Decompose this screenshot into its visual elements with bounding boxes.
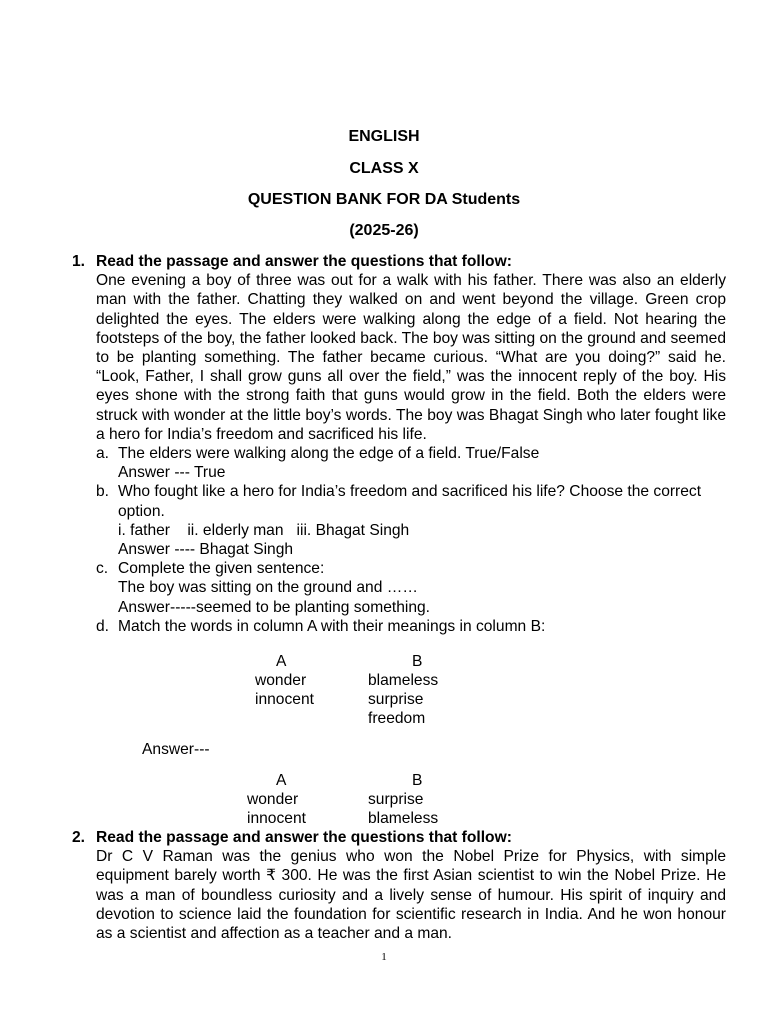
sub-question-text: Complete the given sentence: xyxy=(118,560,325,578)
page-number: 1 xyxy=(381,951,387,963)
column-b-item: blameless xyxy=(368,672,439,689)
answer-column-b-header: B xyxy=(412,772,423,789)
sub-question-text: The elders were walking along the edge of a field. True/False xyxy=(118,445,540,463)
answer-text: Answer-----seemed to be planting something. xyxy=(118,598,431,616)
question-2 xyxy=(72,828,726,943)
answer-label: Answer--- xyxy=(142,741,210,758)
column-a-item: wonder xyxy=(255,672,307,689)
column-b-header: B xyxy=(412,653,423,670)
column-a-header: A xyxy=(276,653,287,670)
column-b-item: surprise xyxy=(368,691,424,708)
sub-question-text: Who fought like a hero for India’s freedom and sacrificed his life? Choose the correct option. xyxy=(118,483,702,520)
sub-question-c xyxy=(96,559,726,578)
question-title: Read the passage and answer the questions that follow: xyxy=(96,253,512,270)
document-title: QUESTION BANK FOR DA Students xyxy=(247,191,521,208)
sub-question-b xyxy=(96,482,726,520)
sub-question-label: a. xyxy=(96,445,110,463)
question-1 xyxy=(72,252,726,636)
sub-question-label: c. xyxy=(96,560,109,578)
passage: One evening a boy of three was out for a walk with his father. There was also an elderly man with the father. Chatting they walked on and went beyond the village. Green crop delighted the eyes. The elders were walking along the edge of a field. Not hearing the footsteps of the boy, the father looked back. The boy was sitting on the ground and seemed to be planting something. The father became curious. “What are you doing?” said he. “Look, Father, I shall grow guns all over the field,” was the innocent reply of the boy. His eyes shone with the strong faith that guns would grow in the field. Both the elders were struck with wonder at the little boy’s words. The boy was Bhagat Singh who later fought like a hero for India’s freedom and sacrificed his life. xyxy=(96,272,726,443)
sub-question-a xyxy=(96,444,726,463)
answer-column-a-item: innocent xyxy=(247,810,306,827)
sub-question-label: d. xyxy=(96,617,110,635)
answer-options: i. father ii. elderly man iii. Bhagat Singh xyxy=(118,521,410,539)
sentence-to-complete: The boy was sitting on the ground and …… xyxy=(118,579,418,597)
answer-column-a-item: wonder xyxy=(247,791,299,808)
sub-question-d xyxy=(96,617,726,636)
answer-text: Answer ---- Bhagat Singh xyxy=(118,541,294,559)
sub-question-label: b. xyxy=(96,483,110,501)
sub-question-text: Match the words in column A with their meanings in column B: xyxy=(118,617,546,635)
subject-heading: ENGLISH xyxy=(348,128,420,145)
answer-text: Answer --- True xyxy=(118,464,226,482)
question-number: 2. xyxy=(72,829,86,846)
question-title: Read the passage and answer the questions that follow: xyxy=(96,829,512,846)
answer-column-b-item: surprise xyxy=(368,791,424,808)
class-heading: CLASS X xyxy=(349,160,419,177)
answer-column-a-header: A xyxy=(276,772,287,789)
column-a-item: innocent xyxy=(255,691,314,708)
column-b-item: freedom xyxy=(368,710,426,727)
question-number: 1. xyxy=(72,253,86,270)
passage: Dr C V Raman was the genius who won the Nobel Prize for Physics, with simple equipment barely worth ₹ 300. He was the first Asian scientist to win the Nobel Prize. He was a man of boundless curiosity and a lively sense of humour. His spirit of inquiry and devotion to science laid the foundation for scientific research in India. And he won honour as a scientist and affection as a teacher and a man. xyxy=(96,848,726,943)
session-heading: (2025-26) xyxy=(349,222,419,239)
answer-column-b-item: blameless xyxy=(368,810,439,827)
